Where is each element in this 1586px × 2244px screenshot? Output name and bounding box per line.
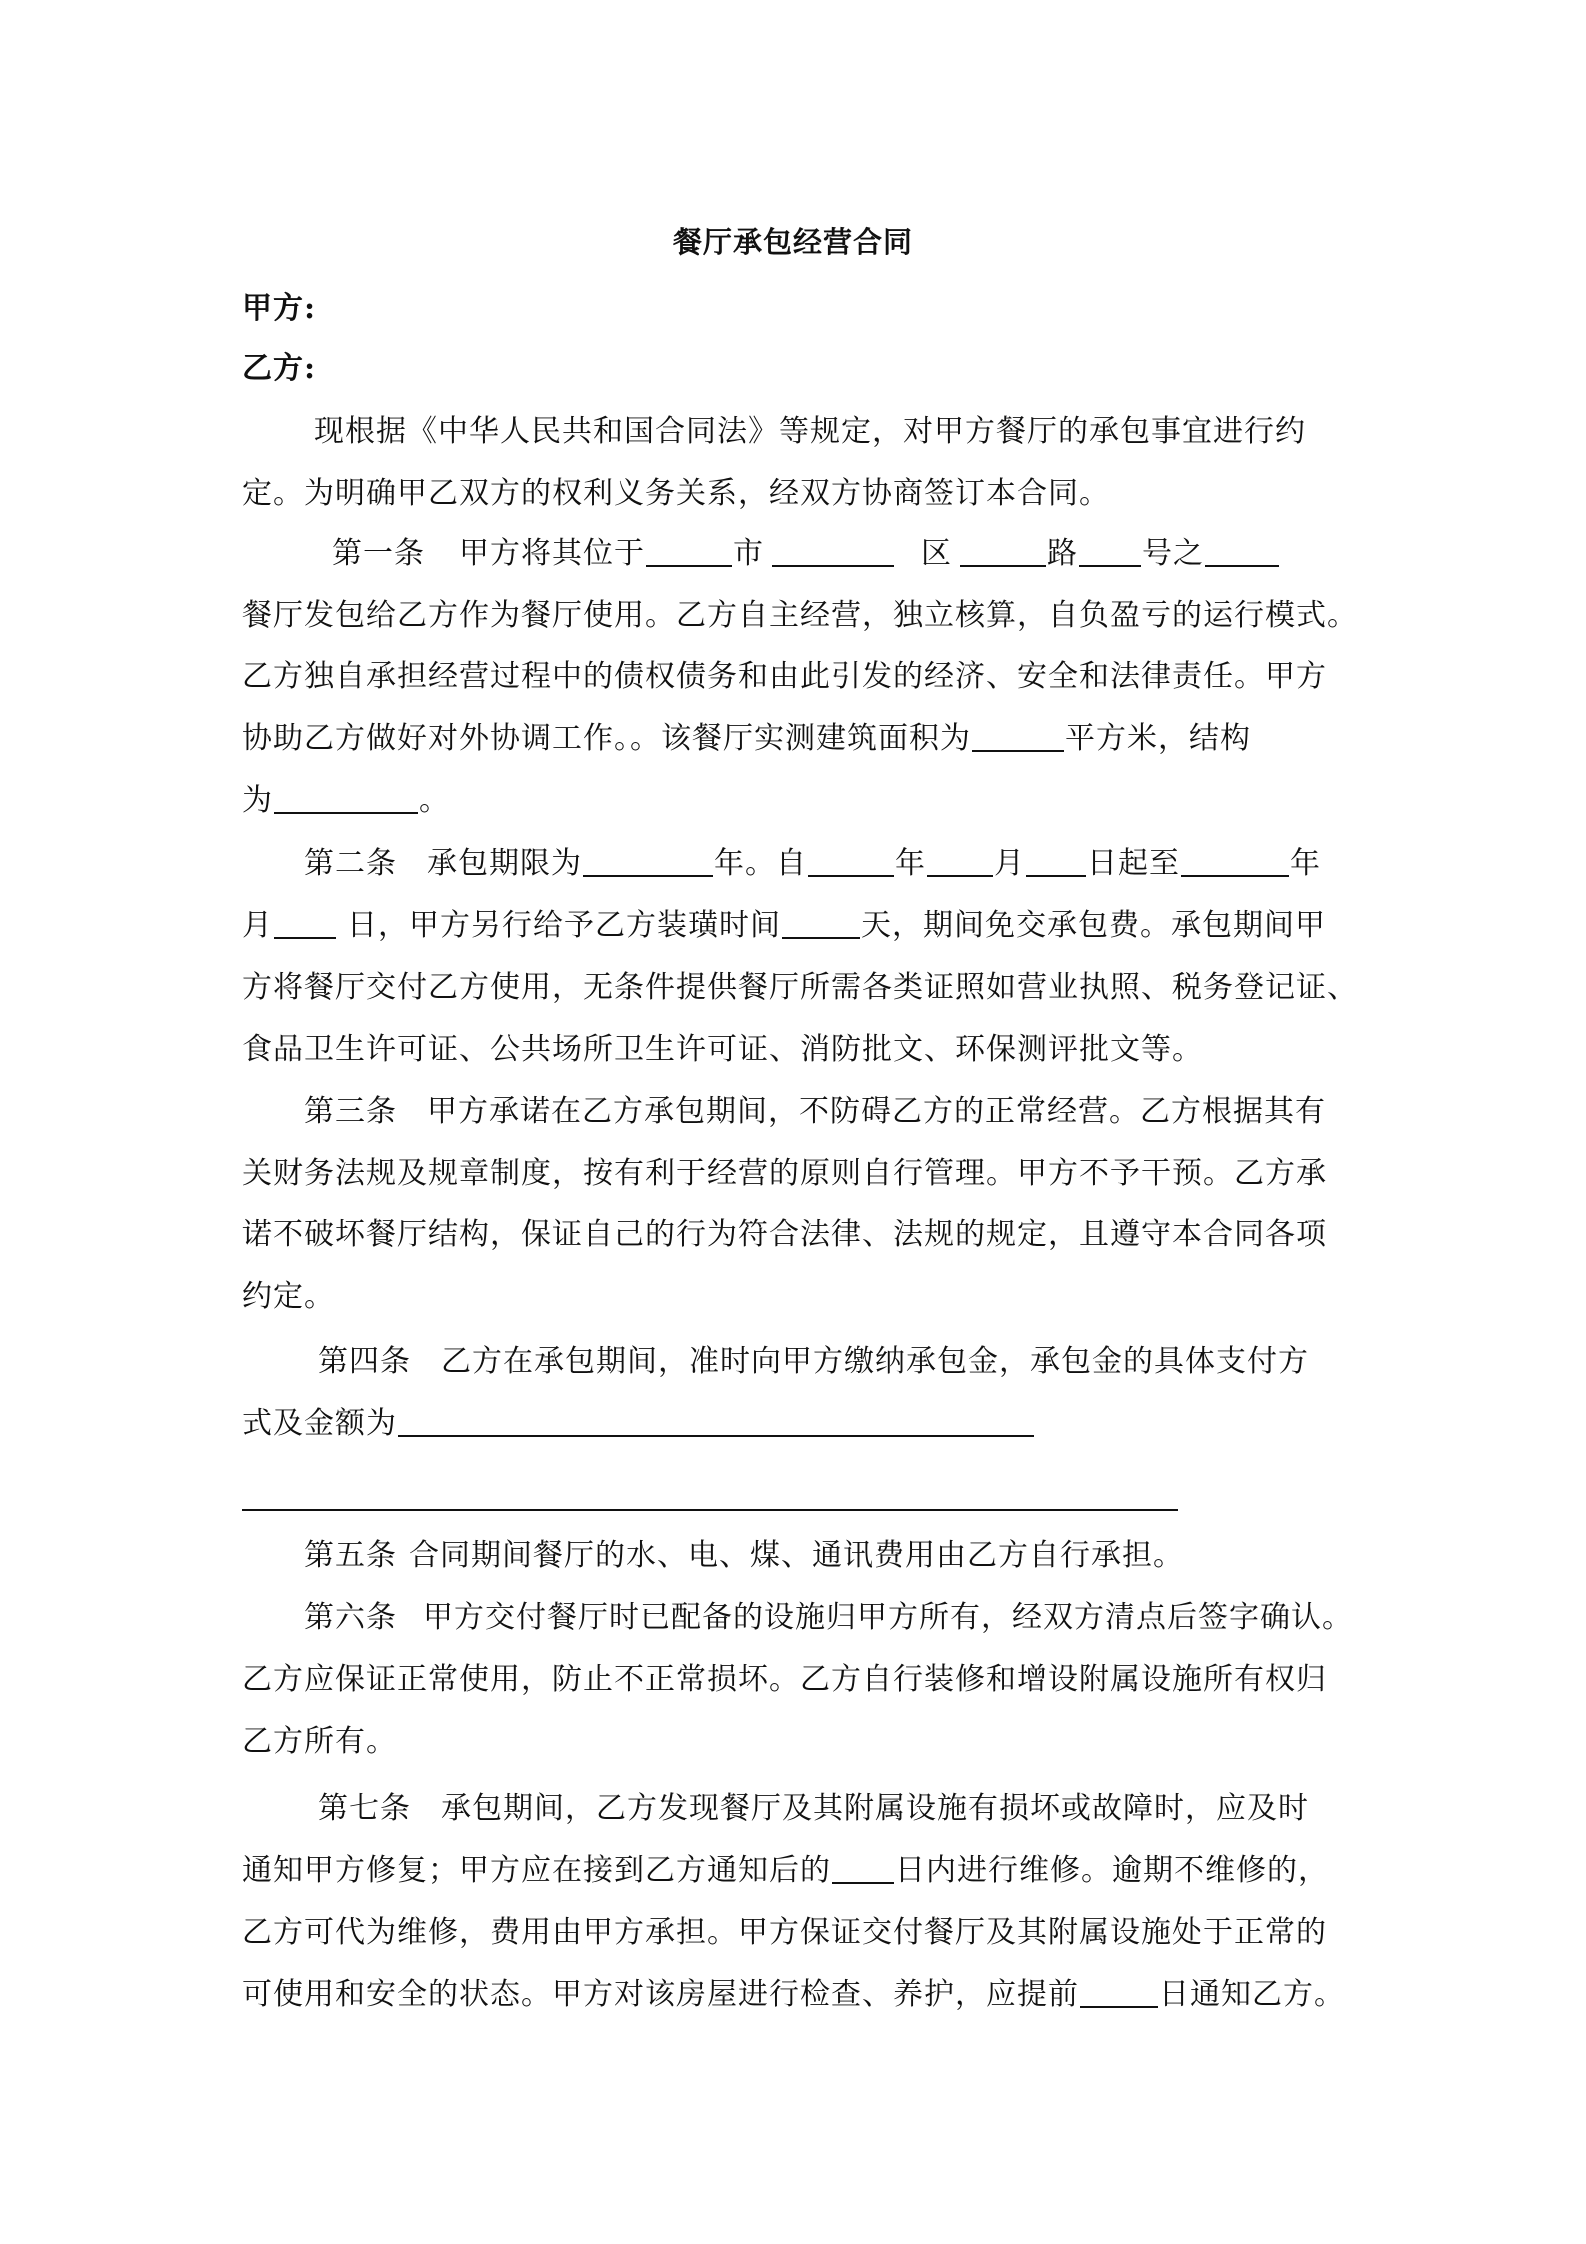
- preamble-line-1: 现根据《中华人民共和国合同法》等规定，对甲方餐厅的承包事宜进行约: [314, 414, 1306, 449]
- area-blank: [972, 720, 1064, 752]
- article-1-line-1: 第一条 甲方将其位于 市 区 路 号之: [332, 534, 1280, 574]
- payment-method-blank: [398, 1405, 1034, 1437]
- document-title: 餐厅承包经营合同: [672, 225, 913, 259]
- article-7-line-4: 可使用和安全的状态。甲方对该房屋进行检查、养护，应提前 日通知乙方。: [242, 1977, 1345, 2012]
- article-6-line-3: 乙方所有。: [242, 1724, 397, 1759]
- road-blank: [1079, 535, 1141, 567]
- structure-blank: [274, 782, 418, 814]
- article-4-label: 第四条: [318, 1344, 411, 1379]
- notice-days-blank: [1080, 1976, 1158, 2008]
- repair-days-blank: [832, 1852, 894, 1884]
- city-blank: [646, 535, 732, 567]
- article-3-label: 第三条: [304, 1094, 397, 1129]
- article-7-label: 第七条: [318, 1791, 411, 1826]
- party-a-label: 甲方:: [242, 291, 317, 326]
- article-3-line-4: 约定。: [242, 1279, 335, 1314]
- article-6-line-2: 乙方应保证正常使用，防止不正常损坏。乙方自行装修和增设附属设施所有权归: [242, 1662, 1327, 1697]
- term-years-blank: [583, 845, 713, 877]
- decoration-days-blank: [782, 907, 860, 939]
- district-prefix-blank: [772, 535, 894, 567]
- article-6-label: 第六条: [304, 1600, 397, 1635]
- article-7-line-2: 通知甲方修复；甲方应在接到乙方通知后的 日内进行维修。逾期不维修的，: [242, 1853, 1329, 1888]
- article-3-line-1: 第三条 甲方承诺在乙方承包期间，不防碍乙方的正常经营。乙方根据其有: [304, 1094, 1326, 1129]
- article-1-line-2: 餐厅发包给乙方作为餐厅使用。乙方自主经营，独立核算，自负盈亏的运行模式。: [242, 598, 1358, 633]
- start-year-blank: [808, 845, 894, 877]
- article-1-line-4: 协助乙方做好对外协调工作。。该餐厅实测建筑面积为 平方米，结构: [242, 721, 1251, 756]
- article-3-line-3: 诺不破坏餐厅结构，保证自己的行为符合法律、法规的规定，且遵守本合同各项: [242, 1217, 1327, 1252]
- article-2-line-4: 食品卫生许可证、公共场所卫生许可证、消防批文、环保测评批文等。: [242, 1032, 1203, 1067]
- article-1-line-5: 为 。: [242, 783, 450, 818]
- article-7-line-3: 乙方可代为维修，费用由甲方承担。甲方保证交付餐厅及其附属设施处于正常的: [242, 1915, 1327, 1950]
- payment-continuation-blank: [242, 1509, 1178, 1511]
- article-2-line-1: 第二条 承包期限为 年。自 年 月 日起至 年: [304, 846, 1321, 881]
- article-4-line-1: 第四条 乙方在承包期间，准时向甲方缴纳承包金，承包金的具体支付方: [318, 1344, 1309, 1379]
- preamble-line-2: 定。为明确甲乙双方的权利义务关系，经双方协商签订本合同。: [242, 476, 1110, 511]
- article-3-line-2: 关财务法规及规章制度，按有利于经营的原则自行管理。甲方不予干预。乙方承: [242, 1156, 1327, 1191]
- start-month-blank: [927, 845, 993, 877]
- start-day-blank: [1026, 845, 1086, 877]
- article-4-line-2: 式及金额为: [242, 1404, 1035, 1444]
- article-6-line-1: 第六条 甲方交付餐厅时已配备的设施归甲方所有，经双方清点后签字确认。: [304, 1600, 1353, 1635]
- article-5-line-1: 第五条 合同期间餐厅的水、电、煤、通讯费用由乙方自行承担。: [304, 1538, 1184, 1573]
- party-b-label: 乙方:: [242, 351, 317, 386]
- article-1-line-3: 乙方独自承担经营过程中的债权债务和由此引发的经济、安全和法律责任。甲方: [242, 659, 1327, 694]
- article-2-line-2: 月 日，甲方另行给予乙方装璜时间 天，期间免交承包费。承包期间甲: [242, 908, 1326, 943]
- article-2-label: 第二条: [304, 846, 397, 881]
- district-blank: [960, 535, 1046, 567]
- end-month-blank: [274, 907, 336, 939]
- number-blank: [1205, 535, 1279, 567]
- article-5-label: 第五条: [304, 1538, 397, 1573]
- article-7-line-1: 第七条 承包期间，乙方发现餐厅及其附属设施有损坏或故障时，应及时: [318, 1791, 1309, 1826]
- article-2-line-3: 方将餐厅交付乙方使用，无条件提供餐厅所需各类证照如营业执照、税务登记证、: [242, 970, 1358, 1005]
- article-1-label: 第一条: [332, 536, 425, 571]
- end-year-blank: [1181, 845, 1289, 877]
